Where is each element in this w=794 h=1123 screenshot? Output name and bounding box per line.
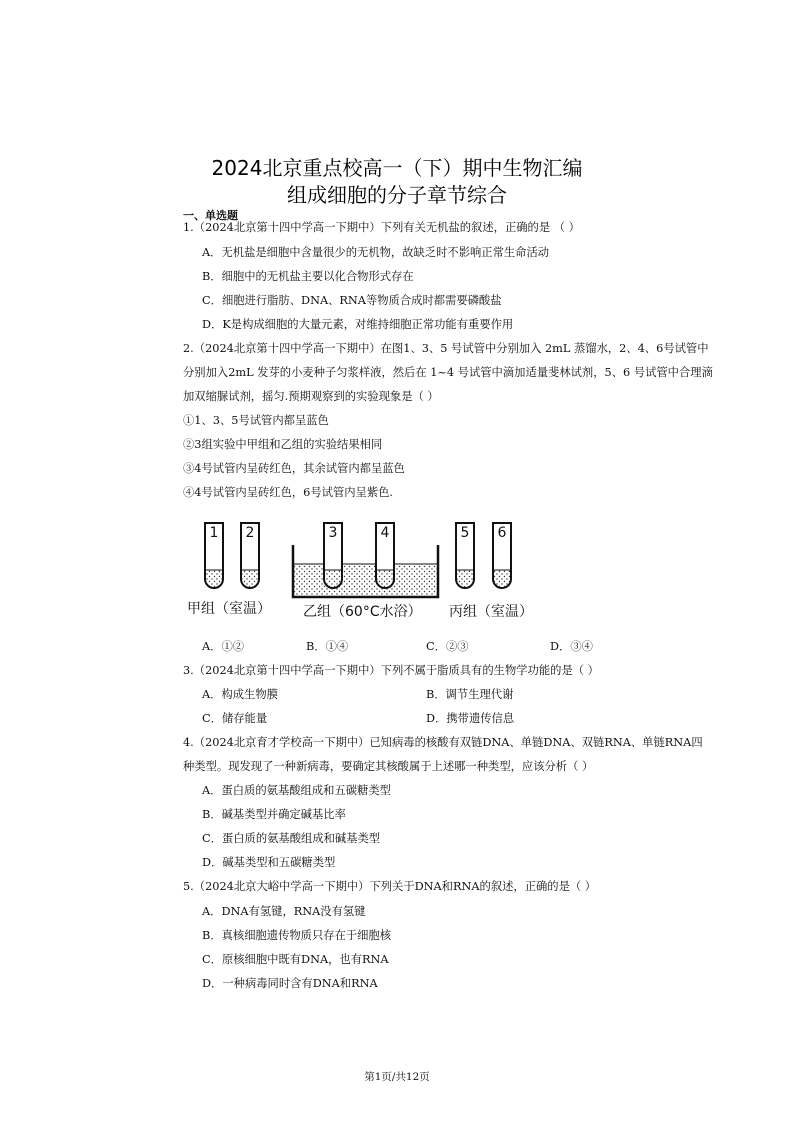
q5-option-d: D．一种病毒同时含有DNA和RNA bbox=[202, 977, 378, 990]
q2-statement-1: ①1、3、5号试管内都呈蓝色 bbox=[183, 414, 329, 427]
q2-option-d: D．③④ bbox=[550, 640, 593, 653]
group-1-label: 甲组（室温） bbox=[187, 601, 271, 617]
q2-stem-line3: 加双缩脲试剂，摇匀.预期观察到的实验现象是（ ） bbox=[183, 390, 439, 403]
q3-stem: 3.（2024北京第十四中学高一下期中）下列不属于脂质具有的生物学功能的是（ ） bbox=[183, 664, 599, 677]
tube-5-label: 5 bbox=[460, 525, 470, 541]
q5-option-a: A．DNA有氢键，RNA没有氢键 bbox=[202, 905, 366, 918]
group-2-label: 乙组（60°C水浴） bbox=[303, 604, 422, 620]
page-footer: 第1页/共12页 bbox=[364, 1071, 430, 1083]
q2-option-b: B．①④ bbox=[306, 640, 349, 653]
tube-3-label: 3 bbox=[328, 525, 338, 541]
q3-option-b: B．调节生理代谢 bbox=[426, 688, 514, 701]
document-subtitle: 组成细胞的分子章节综合 bbox=[287, 183, 507, 207]
q4-option-a: A．蛋白质的氨基酸组成和五碳糖类型 bbox=[202, 784, 391, 797]
q2-option-a: A．①② bbox=[202, 640, 245, 653]
q1-option-b: B．细胞中的无机盐主要以化合物形式存在 bbox=[202, 270, 414, 283]
q4-option-d: D．碱基类型和五碳糖类型 bbox=[202, 856, 336, 869]
q3-option-c: C．储存能量 bbox=[202, 712, 268, 725]
q1-option-d: D．K是构成细胞的大量元素，对维持细胞正常功能有重要作用 bbox=[202, 318, 514, 331]
q2-stem-line2: 分别加入2mL 发芽的小麦种子匀浆样液，然后在 1~4 号试管中滴加适量斐林试剂，5、6 号试管中合理滴 bbox=[183, 366, 713, 379]
q5-option-c: C．原核细胞中既有DNA，也有RNA bbox=[202, 953, 389, 966]
tube-4-label: 4 bbox=[380, 525, 390, 541]
water-bath bbox=[293, 545, 438, 597]
q1-stem: 1.（2024北京第十四中学高一下期中）下列有关无机盐的叙述，正确的是 （ ） bbox=[183, 221, 580, 234]
document-title: 2024北京重点校高一（下）期中生物汇编 bbox=[211, 156, 583, 180]
q1-option-c: C．细胞进行脂肪、DNA、RNA等物质合成时都需要磷酸盐 bbox=[202, 294, 502, 307]
q2-statement-2: ②3组实验中甲组和乙组的实验结果相同 bbox=[183, 438, 383, 451]
test-tube-figure bbox=[183, 515, 563, 629]
q3-option-a: A．构成生物膜 bbox=[202, 688, 278, 701]
q5-option-b: B．真核细胞遗传物质只存在于细胞核 bbox=[202, 929, 392, 942]
section-heading: 一、单选题 bbox=[183, 209, 238, 222]
q4-option-b: B．碱基类型并确定碱基比率 bbox=[202, 808, 346, 821]
group-3-label: 丙组（室温） bbox=[449, 604, 533, 620]
q4-option-c: C．蛋白质的氨基酸组成和碱基类型 bbox=[202, 832, 381, 845]
q1-option-a: A．无机盐是细胞中含量很少的无机物，故缺乏时不影响正常生命活动 bbox=[202, 246, 550, 259]
q3-option-d: D．携带遗传信息 bbox=[426, 712, 515, 725]
q2-option-c: C．②③ bbox=[426, 640, 469, 653]
q2-statement-3: ③4号试管内呈砖红色，其余试管内都呈蓝色 bbox=[183, 462, 405, 475]
q2-statement-4: ④4号试管内呈砖红色，6号试管内呈紫色. bbox=[183, 486, 394, 499]
tube-6-label: 6 bbox=[497, 525, 507, 541]
q2-stem-line1: 2.（2024北京第十四中学高一下期中）在图1、3、5 号试管中分别加入 2mL 蒸馏水，2、4、6号试管中 bbox=[183, 342, 709, 355]
tube-1-label: 1 bbox=[209, 525, 219, 541]
q4-stem-line1: 4.（2024北京育才学校高一下期中）已知病毒的核酸有双链DNA、单链DNA、双链RNA、单链RNA四 bbox=[183, 736, 703, 749]
q5-stem: 5.（2024北京大峪中学高一下期中）下列关于DNA和RNA的叙述，正确的是（ ） bbox=[183, 880, 597, 893]
tube-2-label: 2 bbox=[245, 525, 255, 541]
q4-stem-line2: 种类型。现发现了一种新病毒，要确定其核酸属于上述哪一种类型，应该分析（ ） bbox=[183, 760, 594, 773]
